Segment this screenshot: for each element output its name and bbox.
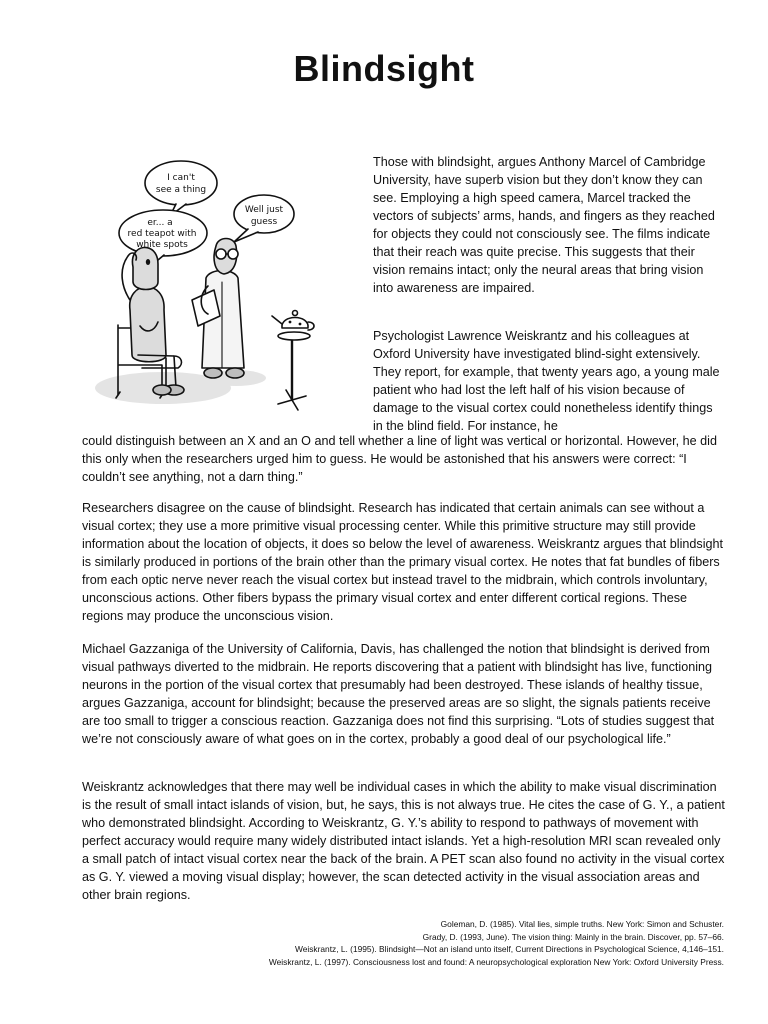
reference-item: Goleman, D. (1985). Vital lies, simple truths. New York: Simon and Schuster. bbox=[440, 919, 724, 929]
gy-case-paragraph: Weiskrantz acknowledges that there may well be individual cases in which the ability to make visual discrimination is the result of small intact islands of vision, but, he says, this is not always true. He cites the case of G. Y., a patient who demonstrated blindsight. According to Weiskrantz, G. Y.’s ability to respond to pathways of movement with perfect accuracy would require many widely distributed intact islands. Yet a high-resolution MRI scan revealed only a small patch of intact visual cortex near the back of the brain. A PET scan also found no activity in the visual cortex as G. Y. viewed a moving visual display; however, the scan detected activity in the visual association areas and other brain regions. bbox=[82, 780, 725, 902]
bubble-text-line: see a thing bbox=[155, 185, 207, 195]
bubble-text-line: er... a bbox=[147, 218, 173, 228]
weiskrantz-paragraph-continued: could distinguish between an X and an O and tell whether a line of light was vertical or horizontal. However, he did this only when the researchers urged him to guess. He would be astonished that his answers were correct: “I couldn’t see anything, not a darn thing.” bbox=[82, 434, 717, 484]
bubble-text-line: Well just bbox=[244, 205, 284, 215]
bubble-text-line: white spots bbox=[136, 240, 188, 250]
bubble-text-line: I can't bbox=[167, 173, 195, 183]
gazzaniga-paragraph: Michael Gazzaniga of the University of California, Davis, has challenged the notion that blindsight is derived from visual pathways diverted to the midbrain. He reports discovering that a patient with blindsight has live, functioning neurons in the portion of the visual cortex that presumably had been destroyed. These islands of healthy tissue, argues Gazzaniga, account for blindsight; because the preserved areas are so slight, the signals patients receive are too small to trigger a conscious reaction. Gazzaniga does not find this surprising. “Lots of studies suggest that we’re not consciously aware of what goes on in the cortex, probably a good deal of our psychological life.” bbox=[82, 642, 715, 746]
weiskrantz-paragraph-beside-image: Psychologist Lawrence Weiskrantz and his colleagues at Oxford University have investigated blind-sight extensively. They report, for example, that twenty years ago, a young male patient who had lost the left half of his vision because of damage to the visual cortex could nonetheless identify things in the blind field. For instance, he bbox=[373, 329, 720, 433]
teapot-on-stand bbox=[272, 311, 314, 411]
midbrain-paragraph: Researchers disagree on the cause of blindsight. Research has indicated that certain animals can see without a visual cortex; they use a more primitive visual processing center. While this primitive structure may still provide information about the location of objects, it does so below the level of awareness. Weiskrantz argues that blindsight is similarly produced in portions of the brain other than the primary visual cortex. He notes that fat bundles of fibers from each optic nerve never reach the visual cortex but instead travel to the midbrain, which controls involuntary, unconscious actions. Other fibers bypass the primary visual cortex and enter different cortical regions. These regions may produce the unconscious vision. bbox=[82, 501, 724, 623]
reference-item: Grady, D. (1993, June). The vision thing: Mainly in the brain. Discover, pp. 57–66. bbox=[422, 931, 724, 942]
bubble-text-line: red teapot with bbox=[127, 229, 197, 239]
reference-item: Weiskrantz, L. (1995). Blindsight—Not an island unto itself, Current Directions in Psychological Science, 4,146–151. bbox=[294, 944, 724, 954]
references-list bbox=[164, 918, 724, 968]
reference-item: Weiskrantz, L. (1997). Consciousness lost and found: A neuropsychological exploration New York: Oxford University Press. bbox=[268, 956, 724, 967]
bubble-text-line: guess bbox=[250, 217, 278, 227]
page-title: Blindsight bbox=[293, 48, 475, 89]
doctor-figure bbox=[192, 239, 244, 379]
cartoon-illustration bbox=[88, 150, 368, 422]
intro-paragraph: Those with blindsight, argues Anthony Marcel of Cambridge University, have superb vision but they don’t know they can see. Employing a high speed camera, Marcel tracked the vectors of subjects’ arms, hands, and fingers as they reached for objects they could not consciously see. The films indicate that their reach was quite precise. This suggests that their vision remains intact; only the neural areas that bring vision into awareness are impaired. bbox=[373, 155, 715, 295]
